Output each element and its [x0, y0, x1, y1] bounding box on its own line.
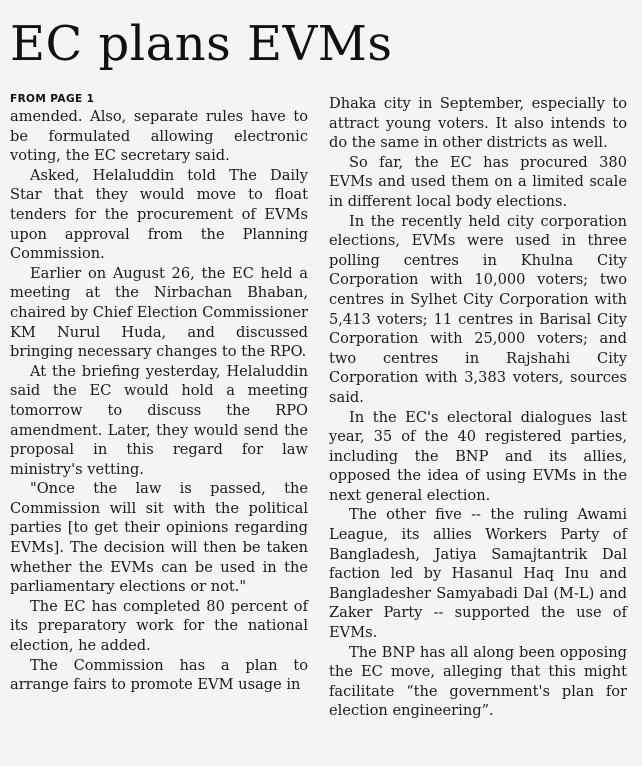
paragraph: "Once the law is passed, the Commission will sit with the political parties [to get their opinions regarding EVMs]. The decision will then be taken whether the EVMs can be used in the parliamentary elections or not." [10, 480, 308, 596]
paragraph: Dhaka city in September, especially to attract young voters. It also intends to do the same in other districts as well. [329, 95, 627, 152]
paragraph: The BNP has all along been opposing the EC move, alleging that this might facilitate “the government's plan for election engineering”. [329, 643, 627, 720]
paragraph: Earlier on August 26, the EC held a meeting at the Nirbachan Bhaban, chaired by Chief Election Commissioner KM Nurul Huda, and discussed bringing necessary changes to the RPO. [10, 264, 308, 361]
paragraph: In the recently held city corporation elections, EVMs were used in three polling centres in Khulna City Corporation with 10,000 voters; two centres in Sylhet City Corporation with 5,413 voters; 11 centres in Barisal City Corporation with 25,000 voters; and two centres in Rajshahi City Corporation with 3,383 voters, sources said. [329, 212, 627, 406]
paragraph: The other five -- the ruling Awami League, its allies Workers Party of Bangladesh, Jatiya Samajtantrik Dal faction led by Hasanul Haq Inu and Bangladesher Samyabadi Dal (M-L) and Zaker Party -- supported the use of EVMs. [329, 506, 627, 642]
paragraph: Asked, Helaluddin told The Daily Star that they would move to float tenders for the procurement of EVMs upon approval from the Planning Commission. [10, 166, 308, 263]
paragraph: The EC has completed 80 percent of its preparatory work for the national election, he added. [10, 597, 308, 655]
paragraph: So far, the EC has procured 380 EVMs and used them on a limited scale in different local body elections. [329, 153, 627, 210]
right-column [329, 94, 627, 721]
left-column [10, 92, 308, 695]
paragraph: In the EC's electoral dialogues last year, 35 of the 40 registered parties, including the BNP and its allies, opposed the idea of using EVMs in the next general election. [329, 408, 627, 504]
paragraph: amended. Also, separate rules have to be formulated allowing electronic voting, the EC secretary said. [10, 108, 308, 165]
headline: EC plans EVMs [10, 16, 393, 72]
paragraph: The Commission has a plan to arrange fairs to promote EVM usage in [10, 656, 308, 694]
continued-from-label: FROM PAGE 1 [10, 93, 95, 105]
paragraph: At the briefing yesterday, Helaluddin said the EC would hold a meeting tomorrow to discuss the RPO amendment. Later, they would send the proposal in this regard for law ministry's vetting. [10, 362, 308, 478]
